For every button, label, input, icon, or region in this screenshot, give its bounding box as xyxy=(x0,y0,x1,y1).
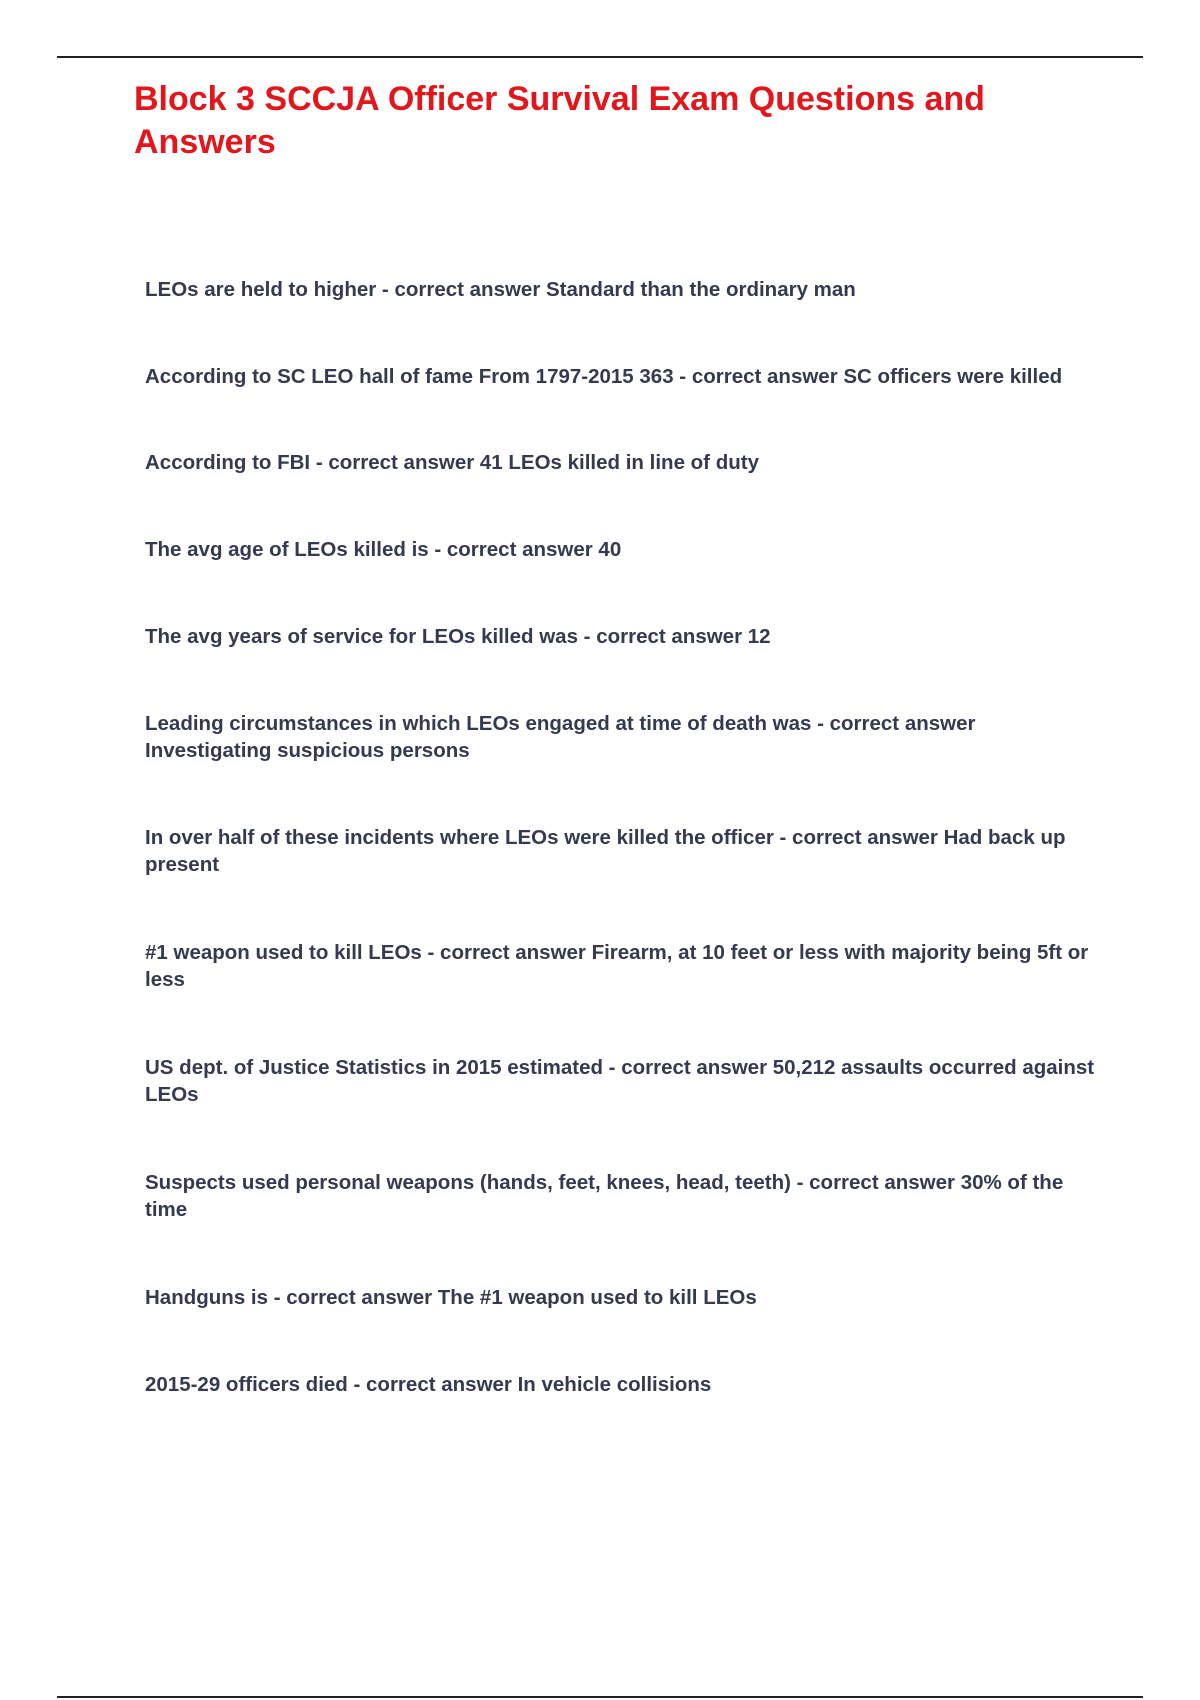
document-title: Block 3 SCCJA Officer Survival Exam Questions and Answers xyxy=(134,80,985,161)
qa-item: In over half of these incidents where LEOs were killed the officer - correct answer Had back up present xyxy=(145,826,1066,876)
qa-item: 2015-29 officers died - correct answer In vehicle collisions xyxy=(145,1373,712,1396)
bottom-rule xyxy=(57,1696,1143,1698)
qa-item: US dept. of Justice Statistics in 2015 estimated - correct answer 50,212 assaults occurred against LEOs xyxy=(145,1056,1095,1106)
qa-item: #1 weapon used to kill LEOs - correct answer Firearm, at 10 feet or less with majority being 5ft or less xyxy=(145,941,1089,991)
qa-item: According to SC LEO hall of fame From 1797-2015 363 - correct answer SC officers were killed xyxy=(145,365,1063,388)
qa-item: The avg years of service for LEOs killed was - correct answer 12 xyxy=(145,625,771,648)
qa-item: Handguns is - correct answer The #1 weapon used to kill LEOs xyxy=(145,1286,757,1309)
qa-item: Leading circumstances in which LEOs engaged at time of death was - correct answer Investigating suspicious persons xyxy=(145,712,976,762)
qa-item: The avg age of LEOs killed is - correct answer 40 xyxy=(145,538,622,561)
qa-item: Suspects used personal weapons (hands, feet, knees, head, teeth) - correct answer 30% of the time xyxy=(145,1171,1064,1221)
qa-list xyxy=(145,276,1095,1398)
top-rule xyxy=(57,56,1143,58)
qa-item: According to FBI - correct answer 41 LEOs killed in line of duty xyxy=(145,451,759,474)
qa-item: LEOs are held to higher - correct answer Standard than the ordinary man xyxy=(145,278,856,301)
